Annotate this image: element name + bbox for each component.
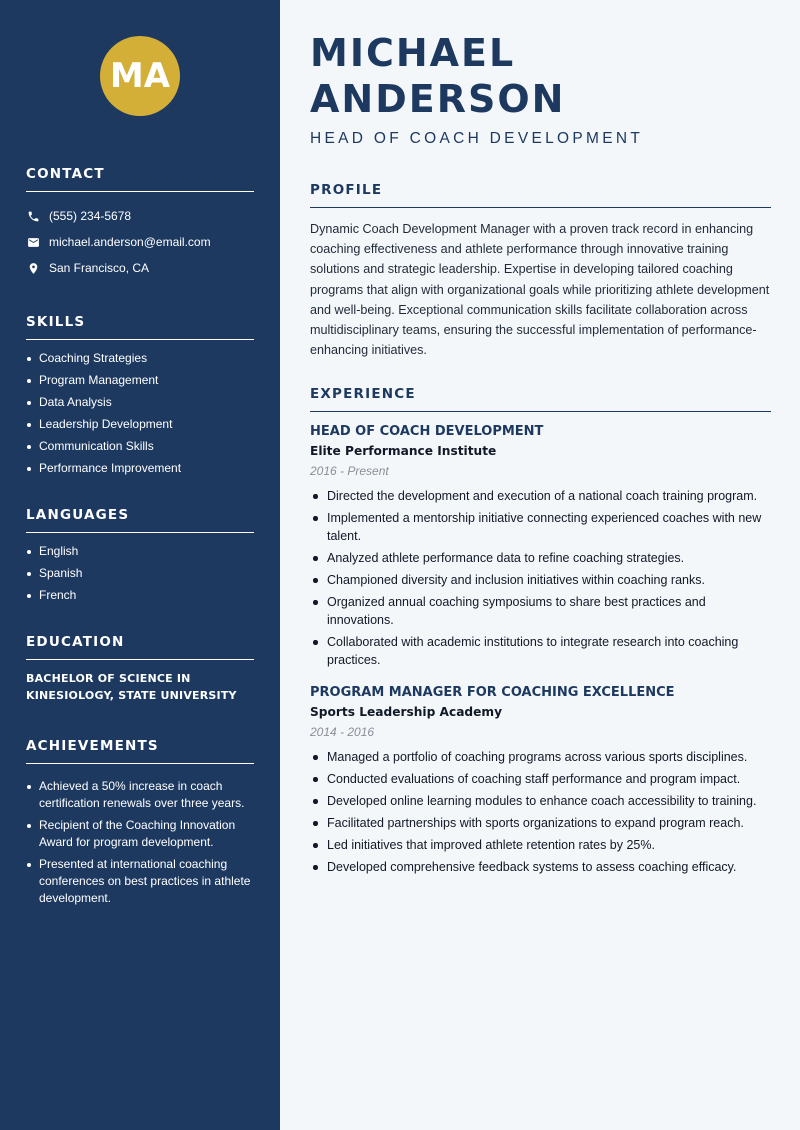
job-bullet: Championed diversity and inclusion initiatives within coaching ranks. [310,571,771,589]
contact-phone [26,203,254,229]
job-bullet: Developed online learning modules to enhance coach accessibility to training. [310,792,771,810]
education-heading: EDUCATION [26,634,254,660]
job-entry [310,685,771,876]
contact-email [26,229,254,255]
language-item: English [26,543,254,560]
achievements-list [26,778,254,907]
profile-text: Dynamic Coach Development Manager with a proven track record in enhancing coaching effectiveness and athlete performance through innovative training solutions and strategic leadership. Expertise in developing tailored coaching programs that align with organizational goals while prioritizing athlete development and well-being. Exceptional communication skills facilitate collaboration across multidisciplinary teams, ensuring the successful implementation of performance-enhancing initiatives. [310,222,770,358]
avatar [100,36,180,116]
job-company: Sports Leadership Academy [310,705,503,720]
job-company: Elite Performance Institute [310,444,497,459]
email-icon [26,235,40,249]
sidebar [0,0,280,1130]
skill-item: Program Management [26,372,254,389]
job-bullet: Developed comprehensive feedback systems to assess coaching efficacy. [310,858,771,876]
job-title: PROGRAM MANAGER FOR COACHING EXCELLENCE [310,685,675,701]
contact-section [26,166,254,281]
profile-heading: PROFILE [310,182,771,208]
skill-item: Data Analysis [26,394,254,411]
contact-email-text[interactable]: michael.anderson@email.com [49,235,211,249]
job-dates: 2016 - Present [310,464,389,479]
job-bullet: Analyzed athlete performance data to refine coaching strategies. [310,549,771,567]
languages-section [26,507,254,604]
experience-heading: EXPERIENCE [310,386,771,412]
job-bullet: Managed a portfolio of coaching programs across various sports disciplines. [310,748,771,766]
job-bullets [310,487,771,669]
avatar-initials: MA [109,56,171,96]
education-degree: BACHELOR OF SCIENCE IN KINESIOLOGY, STATE UNIVERSITY [26,672,237,702]
languages-heading: LANGUAGES [26,507,254,533]
job-bullet: Conducted evaluations of coaching staff performance and program impact. [310,770,771,788]
languages-list [26,543,254,604]
skill-item: Coaching Strategies [26,350,254,367]
job-bullet: Collaborated with academic institutions to integrate research into coaching practices. [310,633,771,669]
language-item: French [26,587,254,604]
skills-heading: SKILLS [26,314,254,340]
profile-section [310,182,771,360]
job-bullet: Led initiatives that improved athlete retention rates by 25%. [310,836,771,854]
job-bullet: Facilitated partnerships with sports organizations to expand program reach. [310,814,771,832]
achievement-item: Presented at international coaching conferences on best practices in athlete development. [26,856,254,907]
skills-section [26,314,254,477]
contact-phone-text[interactable]: (555) 234-5678 [49,209,132,223]
job-entry [310,424,771,669]
experience-section [310,386,771,876]
location-icon [26,261,40,275]
contact-list [26,203,254,281]
phone-icon [26,209,40,223]
candidate-name: MICHAEL ANDERSON [310,31,566,121]
achievement-item: Recipient of the Coaching Innovation Award for program development. [26,817,254,851]
language-item: Spanish [26,565,254,582]
main-content [280,0,800,1130]
job-bullet: Implemented a mentorship initiative connecting experienced coaches with new talent. [310,509,771,545]
achievements-heading: ACHIEVEMENTS [26,738,254,764]
contact-heading: CONTACT [26,166,254,192]
achievement-item: Achieved a 50% increase in coach certification renewals over three years. [26,778,254,812]
candidate-title: HEAD OF COACH DEVELOPMENT [310,130,644,147]
job-bullet: Directed the development and execution of a national coach training program. [310,487,771,505]
skill-item: Leadership Development [26,416,254,433]
job-dates: 2014 - 2016 [310,725,375,740]
achievements-section [26,738,254,907]
skill-item: Performance Improvement [26,460,254,477]
job-title: HEAD OF COACH DEVELOPMENT [310,424,544,440]
contact-location [26,255,254,281]
job-bullets [310,748,771,876]
education-section [26,634,254,704]
job-bullet: Organized annual coaching symposiums to share best practices and innovations. [310,593,771,629]
skills-list [26,350,254,477]
contact-location-text: San Francisco, CA [49,261,150,275]
skill-item: Communication Skills [26,438,254,455]
